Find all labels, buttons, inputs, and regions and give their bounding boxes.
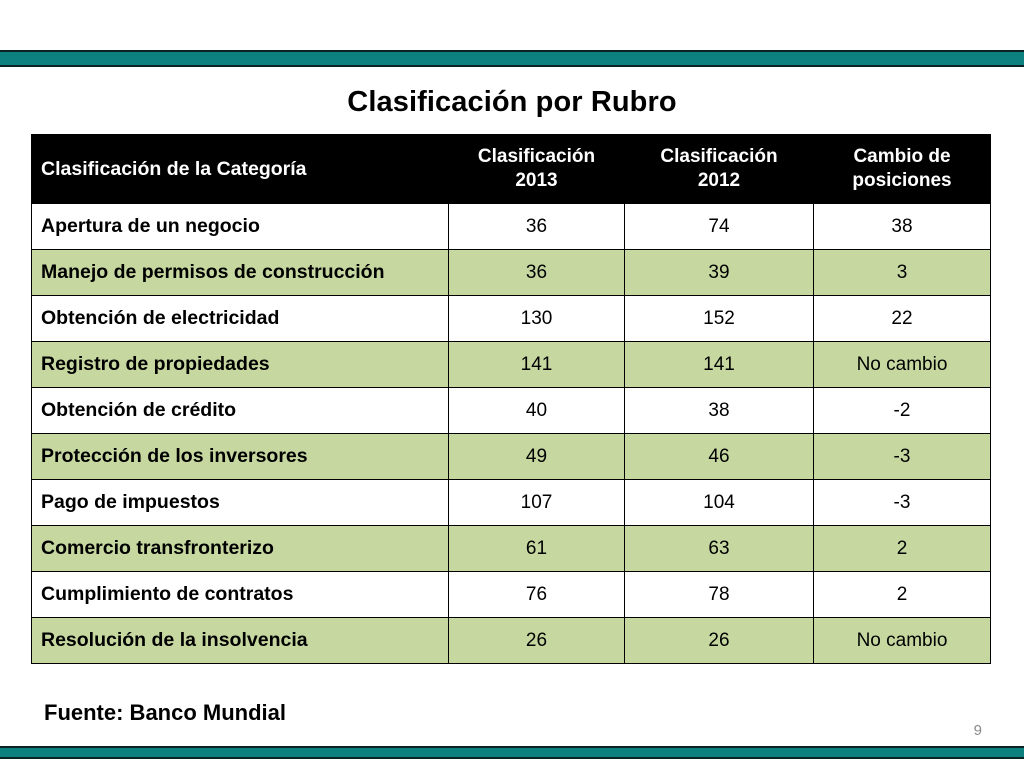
column-header-cambio: [814, 135, 991, 204]
cell-categoria: Manejo de permisos de construcción: [32, 250, 449, 296]
cell-rank-2013: 61: [449, 526, 625, 572]
table-row: [32, 342, 991, 388]
ranking-table: [31, 134, 991, 664]
cell-rank-2013: 36: [449, 204, 625, 250]
cell-rank-2012: 46: [625, 434, 814, 480]
cell-categoria: Apertura de un negocio: [32, 204, 449, 250]
cell-rank-2013: 130: [449, 296, 625, 342]
cell-categoria: Registro de propiedades: [32, 342, 449, 388]
cell-cambio: 3: [814, 250, 991, 296]
column-header-categoria: [32, 135, 449, 204]
column-header-2012-line2: 2012: [697, 170, 741, 191]
cell-categoria: Protección de los inversores: [32, 434, 449, 480]
cell-categoria: Obtención de electricidad: [32, 296, 449, 342]
table-row: [32, 526, 991, 572]
cell-cambio: 22: [814, 296, 991, 342]
cell-rank-2013: 49: [449, 434, 625, 480]
cell-cambio: 2: [814, 526, 991, 572]
cell-rank-2012: 104: [625, 480, 814, 526]
cell-rank-2013: 76: [449, 572, 625, 618]
table-row: [32, 434, 991, 480]
cell-cambio: -3: [814, 434, 991, 480]
cell-cambio: -3: [814, 480, 991, 526]
cell-rank-2013: 26: [449, 618, 625, 664]
cell-rank-2013: 36: [449, 250, 625, 296]
cell-rank-2012: 63: [625, 526, 814, 572]
table-row: [32, 480, 991, 526]
page-number: 9: [973, 722, 982, 739]
cell-categoria: Cumplimiento de contratos: [32, 572, 449, 618]
ranking-table-container: [31, 134, 990, 664]
table-header: [32, 135, 991, 204]
column-header-2012-line1: Clasificación: [660, 146, 778, 168]
column-header-categoria-text: Clasificación de la Categoría: [41, 157, 307, 180]
cell-cambio: No cambio: [814, 342, 991, 388]
column-header-2013-line1: Clasificación: [477, 146, 596, 168]
column-header-cambio-line2: posiciones: [852, 170, 952, 191]
cell-rank-2012: 141: [625, 342, 814, 388]
cell-rank-2012: 152: [625, 296, 814, 342]
cell-rank-2013: 40: [449, 388, 625, 434]
cell-rank-2012: 39: [625, 250, 814, 296]
cell-rank-2012: 38: [625, 388, 814, 434]
column-header-2013: [449, 135, 625, 204]
cell-rank-2012: 74: [625, 204, 814, 250]
column-header-cambio-line1: Cambio de: [853, 146, 951, 168]
table-body: [32, 204, 991, 664]
cell-categoria: Pago de impuestos: [32, 480, 449, 526]
column-header-2012: [625, 135, 814, 204]
table-row: [32, 250, 991, 296]
cell-categoria: Resolución de la insolvencia: [32, 618, 449, 664]
source-note: Fuente: Banco Mundial: [44, 700, 286, 725]
table-row: [32, 388, 991, 434]
column-header-2013-line2: 2013: [515, 170, 558, 191]
cell-rank-2012: 78: [625, 572, 814, 618]
cell-cambio: -2: [814, 388, 991, 434]
cell-cambio: 2: [814, 572, 991, 618]
table-row: [32, 618, 991, 664]
page-title: Clasificación por Rubro: [347, 86, 677, 118]
table-header-row: [32, 135, 991, 204]
bottom-accent-bar: [0, 746, 1024, 759]
cell-categoria: Comercio transfronterizo: [32, 526, 449, 572]
cell-rank-2013: 141: [449, 342, 625, 388]
cell-cambio: 38: [814, 204, 991, 250]
cell-rank-2013: 107: [449, 480, 625, 526]
cell-rank-2012: 26: [625, 618, 814, 664]
table-row: [32, 296, 991, 342]
top-accent-bar: [0, 50, 1024, 67]
table-row: [32, 204, 991, 250]
cell-categoria: Obtención de crédito: [32, 388, 449, 434]
cell-cambio: No cambio: [814, 618, 991, 664]
table-row: [32, 572, 991, 618]
